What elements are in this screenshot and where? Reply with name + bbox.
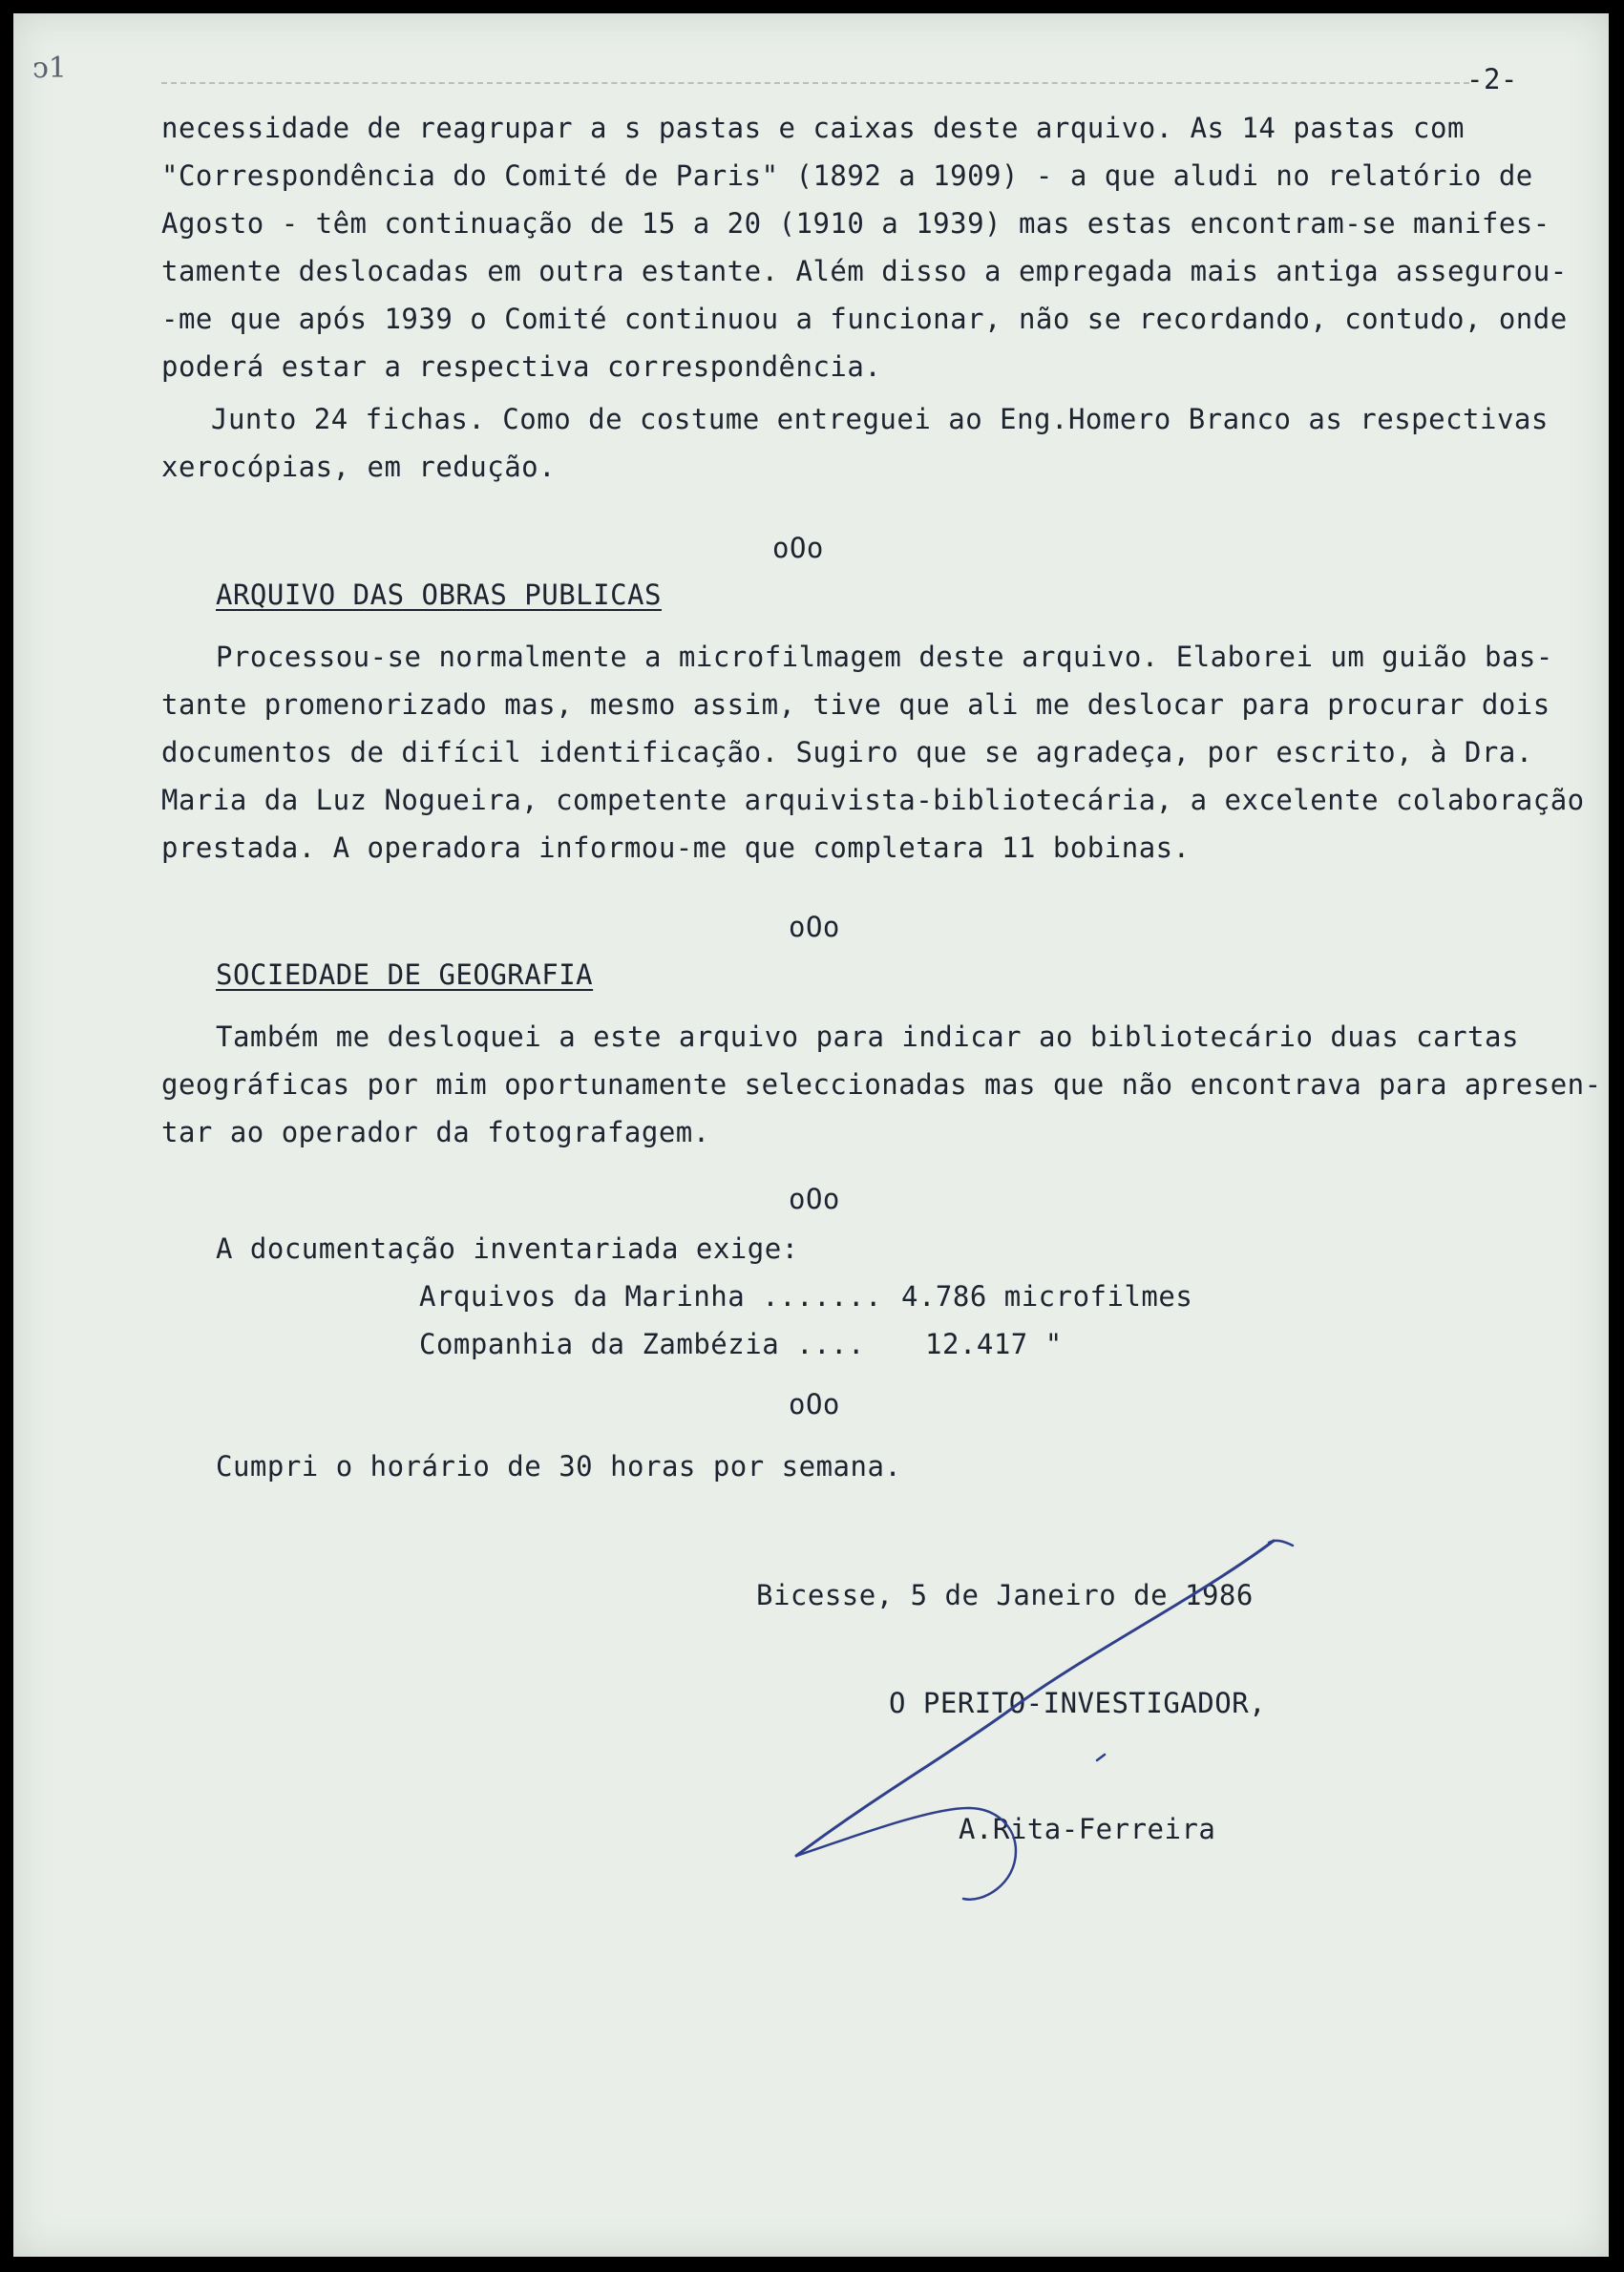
inventory-value: 4.786 microfilmes xyxy=(901,1280,1193,1313)
section-separator: oOo xyxy=(789,1388,840,1420)
inventory-value: 12.417 " xyxy=(925,1328,1063,1360)
page-number: -2- xyxy=(1466,63,1518,95)
paragraph-line: -me que após 1939 o Comité continuou a funcionar, não se recordando, contudo, onde xyxy=(161,303,1568,335)
signer-name: A.Rita-Ferreira xyxy=(959,1813,1216,1845)
paragraph-line: tar ao operador da fotografagem. xyxy=(161,1116,710,1148)
paragraph-line: necessidade de reagrupar a s pastas e caixas deste arquivo. As 14 pastas com xyxy=(161,112,1465,144)
paragraph-line: Processou-se normalmente a microfilmagem deste arquivo. Elaborei um guião bas- xyxy=(216,641,1553,673)
inventory-label: Arquivos da Marinha ....... xyxy=(419,1280,882,1313)
paragraph-line: xerocópias, em redução. xyxy=(161,451,557,483)
margin-annotation: ↄ1 xyxy=(32,52,67,85)
section-heading: SOCIEDADE DE GEOGRAFIA xyxy=(216,958,594,991)
section-separator: oOo xyxy=(772,532,824,564)
inventory-label: Companhia da Zambézia .... xyxy=(419,1328,865,1360)
paragraph-line: poderá estar a respectiva correspondência. xyxy=(161,350,882,383)
paragraph-line: tamente deslocadas em outra estante. Além disso a empregada mais antiga assegurou- xyxy=(161,255,1568,287)
paragraph-line: Maria da Luz Nogueira, competente arquivista-bibliotecária, a excelente colaboração xyxy=(161,784,1585,816)
paragraph-line: prestada. A operadora informou-me que completara 11 bobinas. xyxy=(161,831,1191,864)
paragraph-line: geográficas por mim oportunamente seleccionadas mas que não encontrava para apresen- xyxy=(161,1068,1602,1101)
document-page xyxy=(13,13,1609,2257)
paragraph-line: Agosto - têm continuação de 15 a 20 (1910 a 1939) mas estas encontram-se manifes- xyxy=(161,207,1550,240)
inventory-intro: A documentação inventariada exige: xyxy=(216,1232,799,1265)
paragraph-line: documentos de difícil identificação. Sugiro que se agradeça, por escrito, à Dra. xyxy=(161,736,1533,768)
handwritten-signature xyxy=(777,1522,1350,1904)
section-separator: oOo xyxy=(789,911,840,943)
paragraph-line: "Correspondência do Comité de Paris" (1892 a 1909) - a que aludi no relatório de xyxy=(161,159,1533,192)
signer-title: O PERITO-INVESTIGADOR, xyxy=(889,1687,1267,1719)
section-heading: ARQUIVO DAS OBRAS PUBLICAS xyxy=(216,579,662,611)
place-date: Bicesse, 5 de Janeiro de 1986 xyxy=(756,1579,1254,1611)
paragraph-line: Também me desloquei a este arquivo para indicar ao bibliotecário duas cartas xyxy=(216,1020,1519,1053)
section-separator: oOo xyxy=(789,1183,840,1215)
header-rule xyxy=(161,82,1469,84)
paragraph-line: Junto 24 fichas. Como de costume entreguei ao Eng.Homero Branco as respectivas xyxy=(211,403,1549,435)
closing-line: Cumpri o horário de 30 horas por semana. xyxy=(216,1450,902,1483)
paragraph-line: tante promenorizado mas, mesmo assim, tive que ali me deslocar para procurar dois xyxy=(161,688,1550,721)
